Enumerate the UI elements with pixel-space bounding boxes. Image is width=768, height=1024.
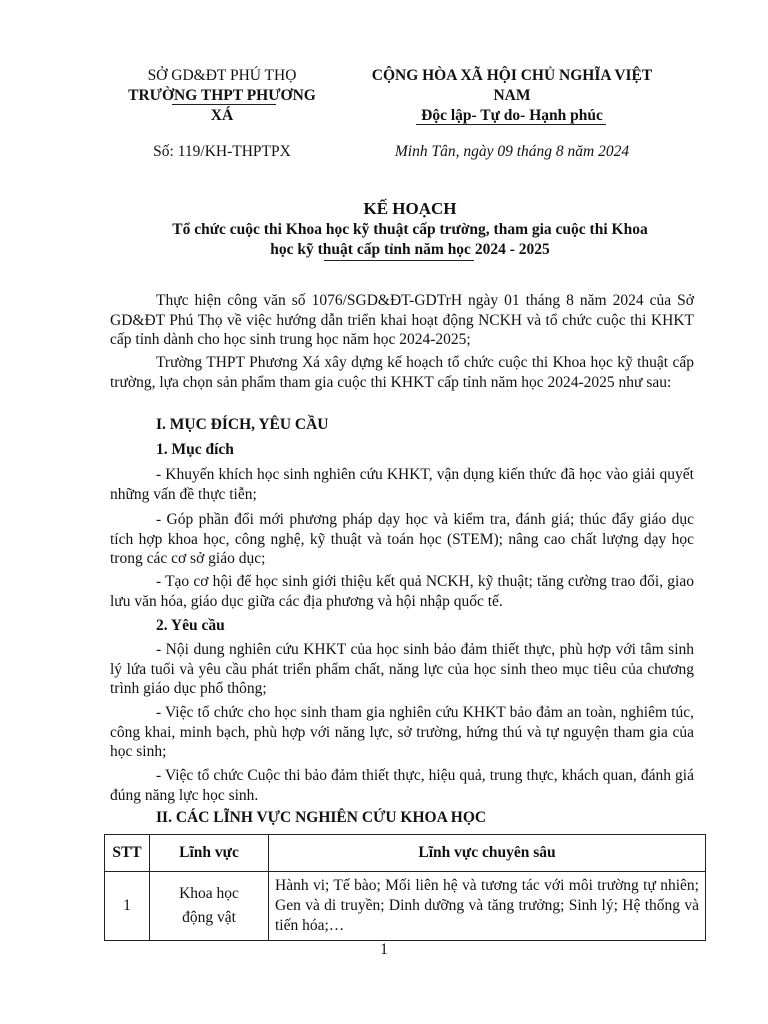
column-header-stt: STT bbox=[105, 835, 150, 872]
department-name: SỞ GD&ĐT PHÚ THỌ bbox=[147, 67, 297, 84]
intro-paragraph-2: Trường THPT Phương Xá xây dựng kế hoạch tổ chức cuộc thi Khoa học kỹ thuật cấp trường, lựa chọn sản phẩm tham gia cuộc thi KHKT cấp tỉnh năm học 2024-2025 như sau: bbox=[110, 354, 694, 391]
table-row bbox=[105, 872, 706, 941]
country-name-line2: NAM bbox=[493, 87, 531, 104]
table-header-row bbox=[105, 835, 706, 872]
motto-underline bbox=[416, 124, 606, 125]
requirement-item-3: - Việc tổ chức Cuộc thi bảo đảm thiết thực, hiệu quả, trung thực, khách quan, đánh giá đúng năng lực học sinh. bbox=[110, 767, 694, 804]
page-number: 1 bbox=[380, 941, 388, 958]
requirement-item-2: - Việc tổ chức cho học sinh tham gia nghiên cứu KHKT bảo đảm an toàn, nghiêm túc, công khai, minh bạch, phù hợp với năng lực, sở trường, hứng thú và tự nguyện tham gia của học sinh; bbox=[110, 704, 694, 760]
title-underline bbox=[324, 260, 474, 261]
subsection-purpose-heading: 1. Mục đích bbox=[156, 441, 234, 458]
purpose-item-3: - Tạo cơ hội để học sinh giới thiệu kết quả NCKH, kỹ thuật; tăng cường trao đổi, giao lưu văn hóa, giáo dục giữa các địa phương và hội nhập quốc tế. bbox=[110, 573, 694, 610]
column-header-specialty: Lĩnh vực chuyên sâu bbox=[269, 835, 706, 872]
document-title: KẾ HOẠCH bbox=[363, 199, 457, 218]
section-1-heading: I. MỤC ĐÍCH, YÊU CẦU bbox=[156, 416, 329, 433]
subsection-requirements-heading: 2. Yêu cầu bbox=[156, 617, 225, 634]
national-motto-block bbox=[352, 66, 672, 126]
specialty-cell: Hành vi; Tế bào; Mối liên hệ và tương tác với môi trường tự nhiên; Gen và di truyền; Dinh dưỡng và tăng trưởng; Sinh lý; Hệ thống và tiến hóa;… bbox=[269, 872, 706, 941]
purpose-item-2: - Góp phần đổi mới phương pháp dạy học và kiểm tra, đánh giá; thúc đẩy giáo dục tích hợp khoa học, công nghệ, kỹ thuật và toán học (STEM); nâng cao chất lượng dạy học trong các cơ sở giáo dục; bbox=[110, 511, 694, 567]
place-and-date: Minh Tân, ngày 09 tháng 8 năm 2024 bbox=[394, 143, 630, 160]
document-subtitle-line1: Tổ chức cuộc thi Khoa học kỹ thuật cấp trường, tham gia cuộc thi Khoa bbox=[172, 221, 648, 238]
field-name-line2: động vật bbox=[182, 909, 236, 926]
field-name-cell bbox=[150, 872, 269, 941]
row-number: 1 bbox=[105, 872, 150, 941]
column-header-field: Lĩnh vực bbox=[150, 835, 269, 872]
intro-paragraph-1: Thực hiện công văn số 1076/SGD&ĐT-GDTrH ngày 01 tháng 8 năm 2024 của Sở GD&ĐT Phú Thọ về việc hướng dẫn triển khai hoạt động NCKH và tổ chức cuộc thi KHKT cấp tỉnh dành cho học sinh trung học năm học 2024-2025; bbox=[110, 292, 694, 348]
section-2-heading: II. CÁC LĨNH VỰC NGHIÊN CỨU KHOA HỌC bbox=[156, 809, 487, 826]
document-number: Số: 119/KH-THPTPX bbox=[153, 143, 291, 160]
research-fields-table bbox=[104, 834, 706, 941]
national-motto: Độc lập- Tự do- Hạnh phúc bbox=[421, 107, 603, 124]
school-name-line1: TRƯỜNG THPT PHƯƠNG bbox=[128, 87, 316, 104]
issuing-agency-block bbox=[96, 66, 348, 126]
requirement-item-1: - Nội dung nghiên cứu KHKT của học sinh bảo đảm thiết thực, phù hợp với tâm sinh lý lứa tuổi và yêu cầu phát triển phẩm chất, năng lực của học sinh theo mục tiêu của chương trình giáo dục phổ thông; bbox=[110, 641, 694, 697]
school-name-line2: XÁ bbox=[210, 107, 234, 124]
purpose-item-1: - Khuyến khích học sinh nghiên cứu KHKT, vận dụng kiến thức đã học vào giải quyết những vấn đề thực tiễn; bbox=[110, 466, 694, 503]
school-name-underline bbox=[172, 104, 276, 105]
country-name-line1: CỘNG HÒA XÃ HỘI CHỦ NGHĨA VIỆT bbox=[371, 67, 653, 84]
document-subtitle-line2: học kỹ thuật cấp tỉnh năm học 2024 - 2025 bbox=[270, 241, 550, 258]
field-name-line1: Khoa học bbox=[179, 885, 239, 902]
